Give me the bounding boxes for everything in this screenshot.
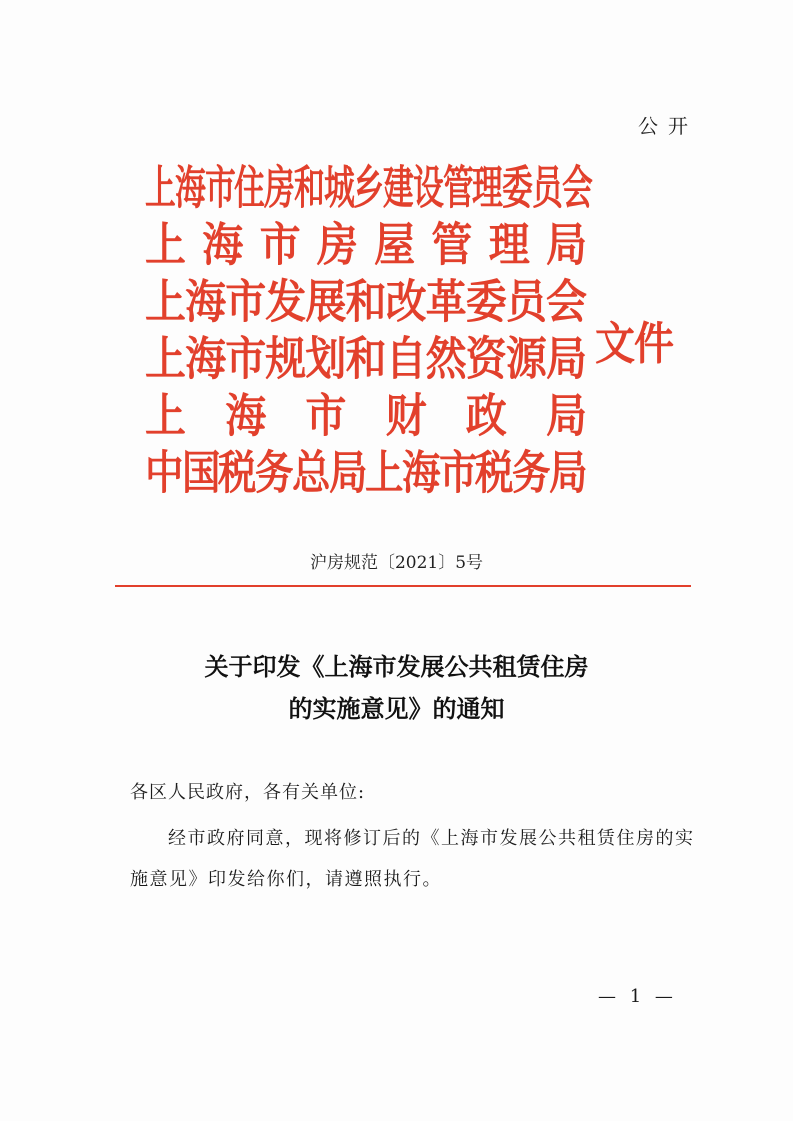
issuer-char: 局 xyxy=(545,218,585,272)
issuer-char: 会 xyxy=(545,275,585,329)
issuer-char: 理 xyxy=(472,161,504,215)
page-number: — 1 — xyxy=(598,986,677,1007)
issuer-char: 海 xyxy=(185,332,225,386)
issuer-char: 局 xyxy=(548,446,588,500)
issuer-char: 政 xyxy=(465,389,505,443)
issuer-char: 上 xyxy=(365,446,404,500)
issuer-char: 源 xyxy=(505,332,545,386)
issuer-char: 划 xyxy=(305,332,345,386)
issuer-char: 理 xyxy=(488,218,528,272)
issuer-char: 委 xyxy=(502,161,534,215)
issuer-char: 市 xyxy=(305,389,345,443)
issuer-char: 房 xyxy=(264,161,295,215)
issuer-char: 税 xyxy=(475,446,514,500)
issuer-char: 和 xyxy=(293,161,325,215)
issuer-char: 乡 xyxy=(353,161,385,215)
issuer-char: 务 xyxy=(512,446,551,500)
issuer-char: 改 xyxy=(385,275,425,329)
issuer-char: 市 xyxy=(438,446,478,500)
issuer-char: 资 xyxy=(465,332,505,386)
disclosure-label: 公开 xyxy=(638,114,698,138)
document-suffix: 文件 xyxy=(595,318,673,371)
issuer-line xyxy=(145,385,585,449)
issuer-char: 和 xyxy=(345,332,385,386)
issuer-char: 自 xyxy=(385,332,425,386)
issuer-char: 建 xyxy=(383,161,414,215)
issuer-char: 局 xyxy=(545,332,585,386)
issuer-char: 上 xyxy=(145,275,184,329)
issuer-char: 和 xyxy=(345,275,385,329)
issuer-char: 市 xyxy=(259,218,299,272)
issuer-line xyxy=(145,214,585,278)
issuer-char: 市 xyxy=(225,332,265,386)
issuer-char: 国 xyxy=(181,446,221,500)
issuer-char: 市 xyxy=(204,161,236,215)
issuer-char: 屋 xyxy=(374,218,414,272)
issuer-char: 城 xyxy=(323,161,355,215)
issuer-block xyxy=(145,160,593,502)
issuer-char: 革 xyxy=(425,275,465,329)
issuer-char: 海 xyxy=(185,275,225,329)
issuer-char: 展 xyxy=(305,275,345,329)
body-paragraph: 经市政府同意，现将修订后的《上海市发展公共租赁住房的实施意见》印发给你们，请遵照执行。 xyxy=(130,828,695,890)
issuer-char: 规 xyxy=(265,332,305,386)
issuer-char: 局 xyxy=(545,389,585,443)
issuer-char: 员 xyxy=(531,161,563,215)
salutation: 各区人民政府，各有关单位: xyxy=(130,782,366,803)
issuer-char: 海 xyxy=(225,389,265,443)
issuer-char: 管 xyxy=(442,161,474,215)
issuer-char: 会 xyxy=(561,161,593,215)
issuer-char: 中 xyxy=(145,446,184,500)
issuer-char: 住 xyxy=(234,161,266,215)
issuer-char: 设 xyxy=(412,161,444,215)
document-title xyxy=(0,646,793,730)
issuer-line xyxy=(145,442,588,506)
issuer-char: 海 xyxy=(202,218,242,272)
issuer-char: 然 xyxy=(425,332,465,386)
issuer-char: 税 xyxy=(218,446,257,500)
issuer-char: 管 xyxy=(431,218,471,272)
title-line-1: 关于印发《上海市发展公共租赁住房 xyxy=(204,653,589,681)
red-divider xyxy=(115,585,691,587)
issuer-char: 务 xyxy=(255,446,294,500)
issuer-char: 局 xyxy=(328,446,368,500)
issuer-char: 总 xyxy=(291,446,331,500)
issuer-line xyxy=(145,328,585,392)
issuer-char: 上 xyxy=(145,332,184,386)
issuer-char: 上 xyxy=(145,161,176,215)
issuer-char: 员 xyxy=(505,275,545,329)
issuer-line xyxy=(145,271,585,335)
issuer-char: 房 xyxy=(316,218,356,272)
issuer-line xyxy=(145,157,593,221)
issuer-char: 发 xyxy=(265,275,305,329)
title-line-2: 的实施意见》的通知 xyxy=(288,695,505,723)
issuer-char: 委 xyxy=(465,275,505,329)
issuer-char: 财 xyxy=(385,389,425,443)
issuer-char: 市 xyxy=(225,275,265,329)
issuer-char: 海 xyxy=(174,161,206,215)
issuer-char: 上 xyxy=(145,218,184,272)
document-number: 沪房规范〔2021〕5号 xyxy=(309,553,484,573)
issuer-char: 上 xyxy=(145,389,184,443)
issuer-char: 海 xyxy=(401,446,441,500)
